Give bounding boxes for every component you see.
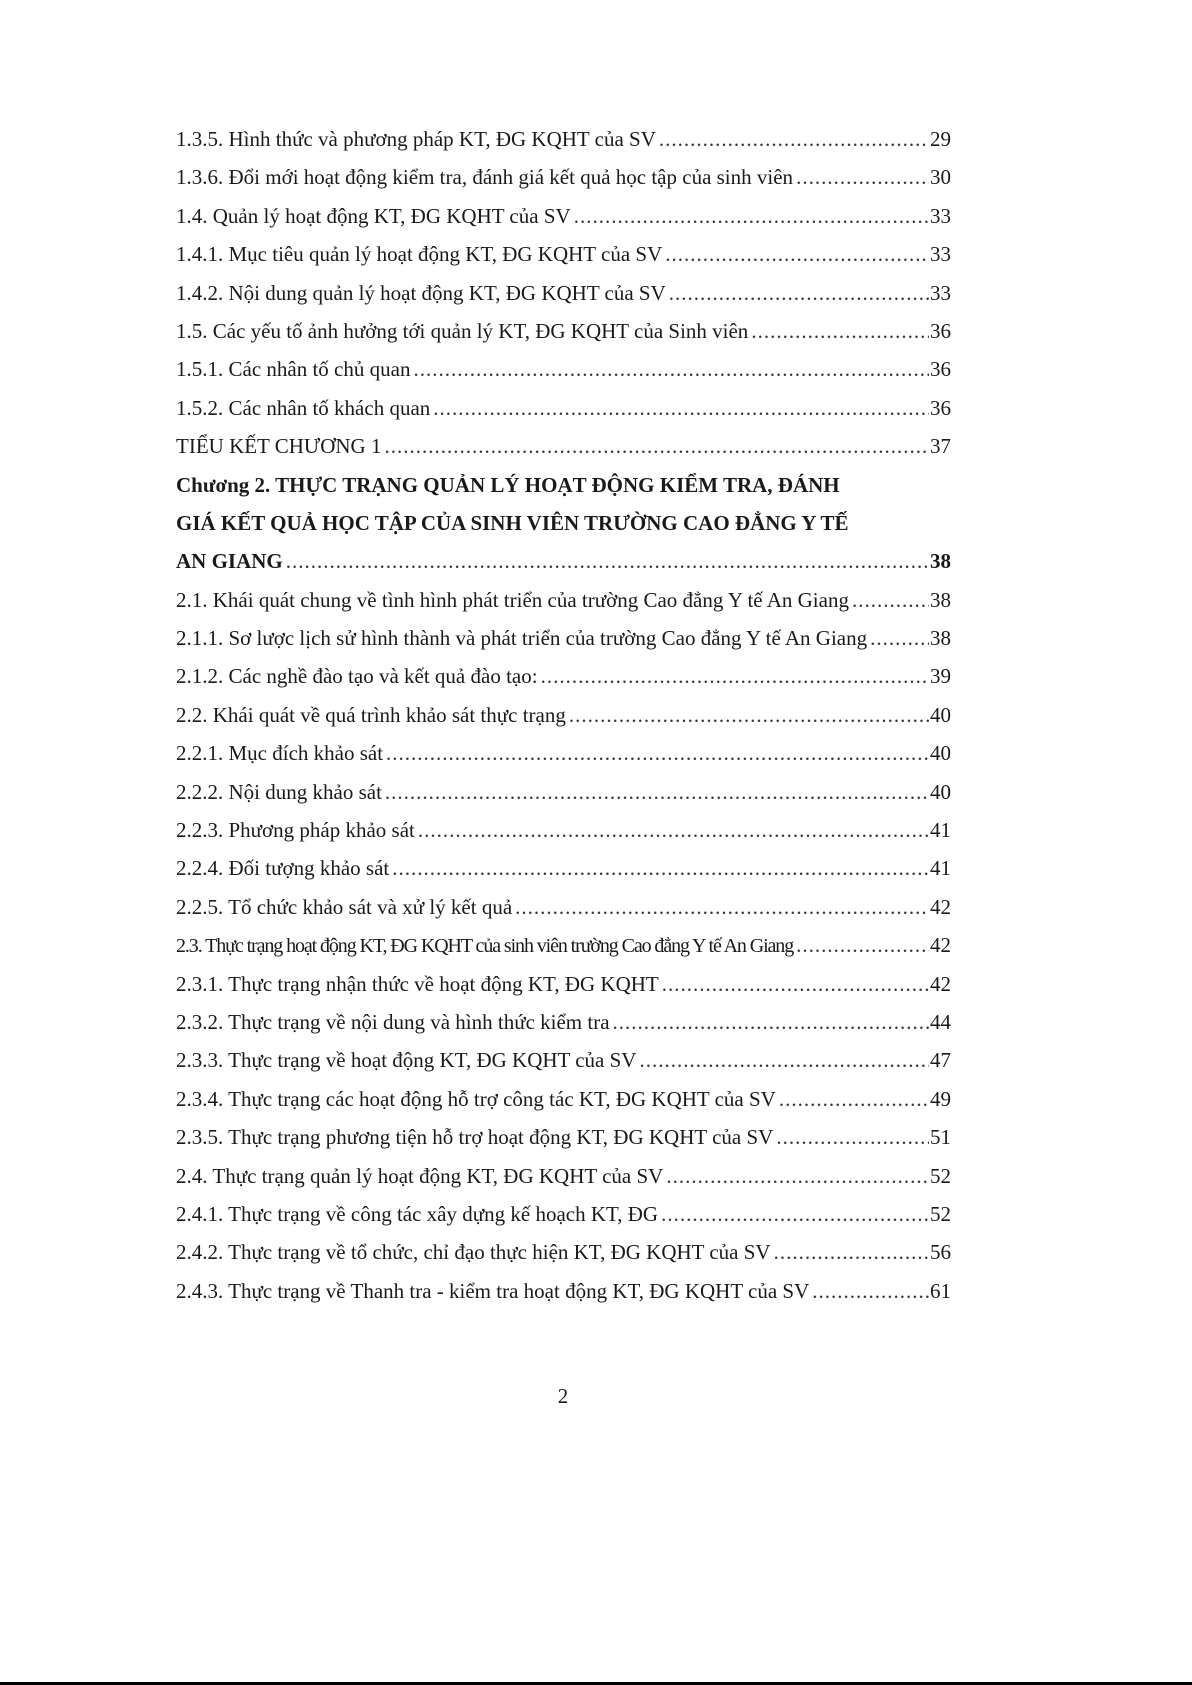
- toc-entry-title: 1.5. Các yếu tố ảnh hưởng tới quản lý KT, ĐG KQHT của Sinh viên: [176, 318, 749, 343]
- toc-entry[interactable]: [176, 389, 951, 427]
- toc-entry-page: 41: [930, 818, 951, 843]
- dot-leader: [666, 1157, 929, 1195]
- toc-entry[interactable]: [176, 1041, 951, 1079]
- toc-entry[interactable]: [176, 888, 951, 926]
- toc-entry-title: 2.3. Thực trạng hoạt động KT, ĐG KQHT của sinh viên trường Cao đẳng Y tế An Giang: [176, 935, 794, 958]
- toc-entry[interactable]: [176, 350, 951, 388]
- dot-leader: [418, 811, 929, 849]
- dot-leader: [776, 1118, 929, 1156]
- toc-entry-page: 40: [930, 779, 951, 804]
- dot-leader: [385, 773, 929, 811]
- toc-entry[interactable]: [176, 619, 951, 657]
- toc-entry[interactable]: [176, 120, 951, 158]
- toc-entry-title: 1.4. Quản lý hoạt động KT, ĐG KQHT của SV: [176, 203, 571, 228]
- dot-leader: [662, 965, 929, 1003]
- toc-entry[interactable]: [176, 1272, 951, 1310]
- toc-entry-page: 33: [930, 242, 951, 267]
- toc-entry[interactable]: [176, 581, 951, 619]
- dot-leader: [659, 120, 929, 158]
- toc-entry[interactable]: [176, 657, 951, 695]
- toc-entry[interactable]: [176, 197, 951, 235]
- dot-leader: [574, 197, 929, 235]
- toc-entry-title: 1.3.5. Hình thức và phương pháp KT, ĐG KQHT của SV: [176, 127, 656, 151]
- toc-entry-title: 2.3.2. Thực trạng về nội dung và hình thức kiểm tra: [176, 1009, 610, 1034]
- dot-leader: [779, 1080, 929, 1118]
- toc-entry-page: 36: [930, 318, 951, 343]
- toc-entry[interactable]: [176, 1118, 951, 1156]
- toc-entry-page: 44: [930, 1009, 951, 1034]
- toc-entry-title: TIỂU KẾT CHƯƠNG 1: [176, 434, 382, 459]
- toc-entry-page: 29: [930, 127, 951, 151]
- toc-entry-page: 40: [930, 702, 951, 727]
- toc-entry-title: 2.1.1. Sơ lược lịch sử hình thành và phát triển của trường Cao đẳng Y tế An Giang: [176, 626, 868, 651]
- dot-leader: [392, 849, 929, 887]
- dot-leader: [665, 235, 929, 273]
- toc-entry-page: 33: [930, 203, 951, 228]
- toc-entry-title: 2.2. Khái quát về quá trình khảo sát thực trạng: [176, 702, 566, 727]
- chapter-heading-last-line: [176, 542, 951, 580]
- toc-entry[interactable]: [176, 696, 951, 734]
- toc-entry-page: 38: [930, 549, 951, 574]
- toc-entry-page: 61: [930, 1278, 951, 1303]
- toc-entry-page: 42: [930, 894, 951, 919]
- toc-entry[interactable]: [176, 734, 951, 772]
- toc-entry[interactable]: [176, 274, 951, 312]
- dot-leader: [796, 926, 929, 964]
- dot-leader: [384, 427, 929, 465]
- toc-entry-page: 47: [930, 1048, 951, 1073]
- toc-entry-title: 2.4.1. Thực trạng về công tác xây dựng kế hoạch KT, ĐG: [176, 1201, 659, 1226]
- dot-leader: [812, 1272, 929, 1310]
- toc-entry-title: 2.2.4. Đối tượng khảo sát: [176, 856, 390, 881]
- dot-leader: [751, 312, 929, 350]
- chapter-heading-line: AN GIANG: [176, 549, 283, 574]
- toc-entry-title: 1.4.2. Nội dung quản lý hoạt động KT, ĐG KQHT của SV: [176, 280, 666, 305]
- toc-entry-title: 1.3.6. Đổi mới hoạt động kiểm tra, đánh giá kết quả học tập của sinh viên: [176, 165, 794, 190]
- toc-entry-title: 2.2.2. Nội dung khảo sát: [176, 779, 382, 804]
- toc-entry[interactable]: [176, 312, 951, 350]
- toc-entry-page: 36: [930, 395, 951, 420]
- toc-entry[interactable]: [176, 926, 951, 964]
- chapter-heading[interactable]: [176, 466, 951, 581]
- dot-leader: [413, 350, 929, 388]
- toc-entry[interactable]: [176, 773, 951, 811]
- toc-entry[interactable]: [176, 235, 951, 273]
- toc-entry-title: 2.1.2. Các nghề đào tạo và kết quả đào tạo:: [176, 664, 538, 689]
- toc-entry-page: 36: [930, 357, 951, 382]
- toc-entry-page: 37: [930, 434, 951, 459]
- toc-entry-title: 2.4.2. Thực trạng về tổ chức, chỉ đạo thực hiện KT, ĐG KQHT của SV: [176, 1240, 771, 1265]
- toc-entry-page: 38: [930, 626, 951, 651]
- dot-leader: [386, 734, 929, 772]
- toc-entry-title: 2.3.1. Thực trạng nhận thức về hoạt động KT, ĐG KQHT: [176, 971, 659, 996]
- dot-leader: [796, 158, 929, 196]
- toc-entry[interactable]: [176, 1233, 951, 1271]
- toc-entry-page: 30: [930, 165, 951, 190]
- toc-entry-title: 2.4.3. Thực trạng về Thanh tra - kiểm tra hoạt động KT, ĐG KQHT của SV: [176, 1278, 810, 1303]
- toc-entry-page: 52: [930, 1163, 951, 1188]
- dot-leader: [613, 1003, 929, 1041]
- toc-entry[interactable]: [176, 811, 951, 849]
- toc-entry[interactable]: [176, 158, 951, 196]
- dot-leader: [774, 1233, 929, 1271]
- dot-leader: [870, 619, 929, 657]
- toc-entry-page: 49: [930, 1086, 951, 1111]
- toc-entry-page: 33: [930, 280, 951, 305]
- toc-entry[interactable]: [176, 1080, 951, 1118]
- dot-leader: [433, 389, 929, 427]
- toc-entry-title: 2.2.5. Tổ chức khảo sát và xử lý kết quả: [176, 894, 513, 919]
- toc-entry-title: 2.2.1. Mục đích khảo sát: [176, 741, 384, 766]
- toc-entry[interactable]: [176, 427, 951, 465]
- toc-entry-page: 41: [930, 856, 951, 881]
- dot-leader: [852, 581, 929, 619]
- toc-entry-title: 1.4.1. Mục tiêu quản lý hoạt động KT, ĐG KQHT của SV: [176, 242, 663, 267]
- dot-leader: [669, 274, 929, 312]
- toc-entry[interactable]: [176, 1003, 951, 1041]
- toc-entry-title: 1.5.1. Các nhân tố chủ quan: [176, 357, 411, 382]
- toc-entry-title: 2.2.3. Phương pháp khảo sát: [176, 818, 415, 843]
- toc-entry-page: 52: [930, 1201, 951, 1226]
- toc-entry[interactable]: [176, 965, 951, 1003]
- toc-entry-title: 2.1. Khái quát chung về tình hình phát triển của trường Cao đẳng Y tế An Giang: [176, 587, 849, 612]
- dot-leader: [661, 1195, 929, 1233]
- toc-entry[interactable]: [176, 849, 951, 887]
- chapter-heading-line: Chương 2. THỰC TRẠNG QUẢN LÝ HOẠT ĐỘNG KIỂM TRA, ĐÁNH: [176, 472, 840, 497]
- toc-entry-page: 40: [930, 741, 951, 766]
- table-of-contents: [176, 120, 951, 1310]
- dot-leader: [515, 888, 929, 926]
- dot-leader: [569, 696, 929, 734]
- dot-leader: [286, 542, 929, 580]
- toc-entry-title: 2.4. Thực trạng quản lý hoạt động KT, ĐG KQHT của SV: [176, 1163, 664, 1188]
- dot-leader: [541, 657, 929, 695]
- toc-entry-page: 51: [930, 1125, 951, 1150]
- toc-entry-page: 39: [930, 664, 951, 689]
- toc-entry-page: 38: [930, 587, 951, 612]
- toc-entry-title: 2.3.4. Thực trạng các hoạt động hỗ trợ công tác KT, ĐG KQHT của SV: [176, 1086, 776, 1111]
- toc-entry-title: 2.3.5. Thực trạng phương tiện hỗ trợ hoạt động KT, ĐG KQHT của SV: [176, 1125, 774, 1150]
- toc-entry-title: 2.3.3. Thực trạng về hoạt động KT, ĐG KQHT của SV: [176, 1048, 637, 1073]
- toc-entry-page: 56: [930, 1240, 951, 1265]
- toc-entry-title: 1.5.2. Các nhân tố khách quan: [176, 395, 431, 420]
- toc-entry-page: 42: [930, 933, 951, 958]
- toc-entry[interactable]: [176, 1195, 951, 1233]
- page-number: 2: [557, 1384, 569, 1408]
- dot-leader: [639, 1041, 929, 1079]
- chapter-heading-line: GIÁ KẾT QUẢ HỌC TẬP CỦA SINH VIÊN TRƯỜNG CAO ĐẲNG Y TẾ: [176, 510, 849, 535]
- toc-entry-page: 42: [930, 971, 951, 996]
- toc-entry[interactable]: [176, 1157, 951, 1195]
